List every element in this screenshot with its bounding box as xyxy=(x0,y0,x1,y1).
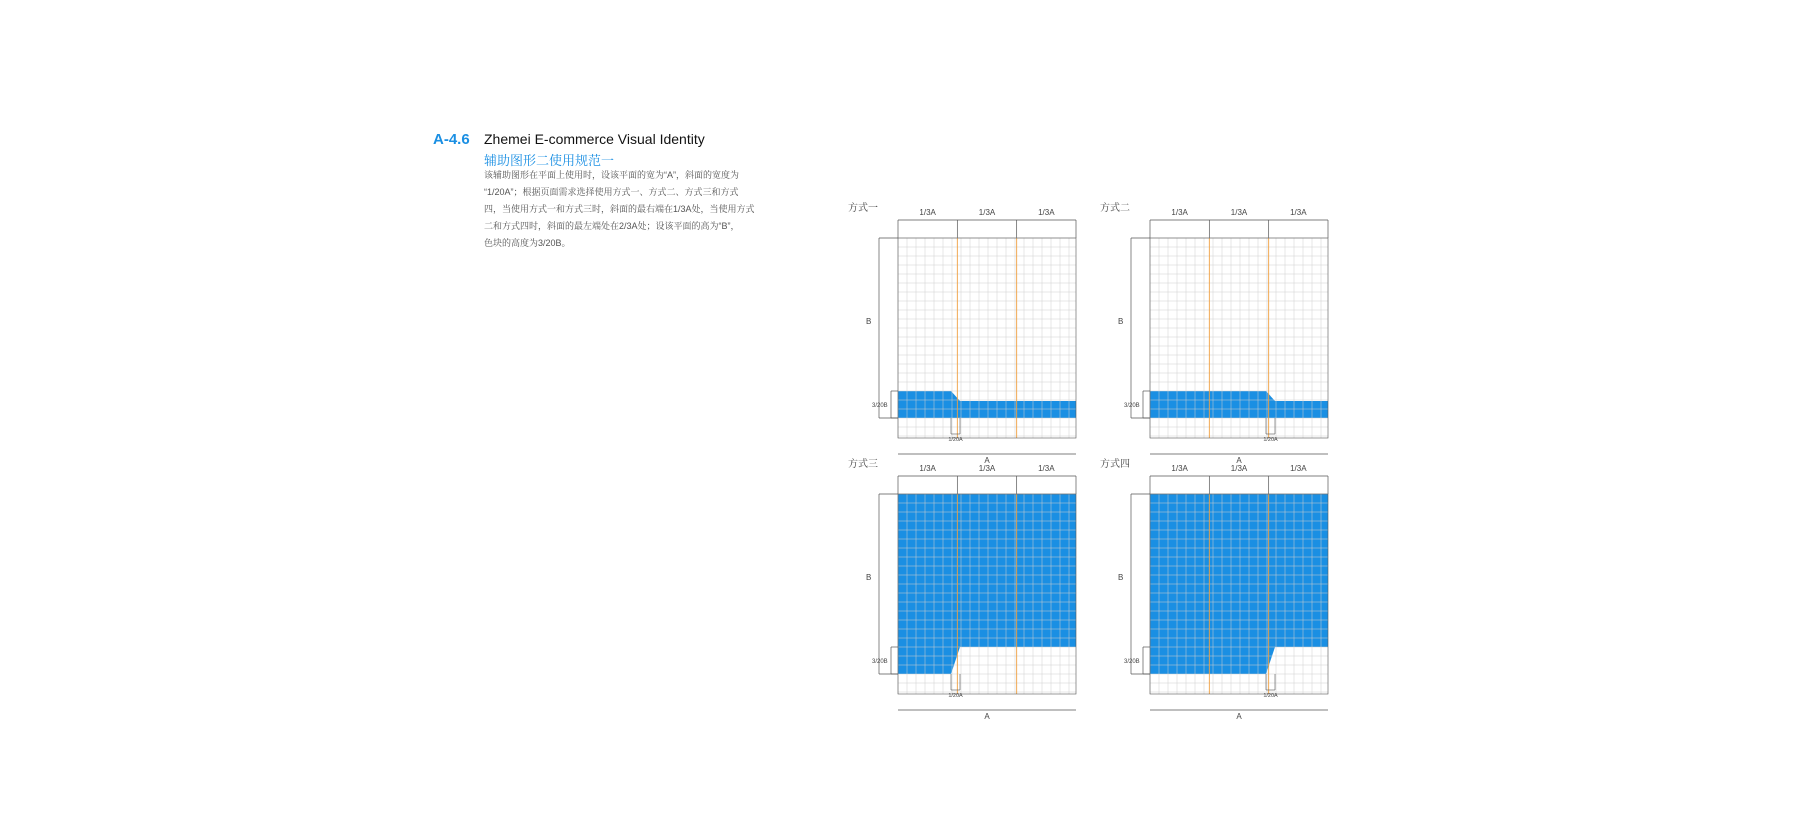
height-label: B xyxy=(1118,317,1124,326)
third-label: 1/3A xyxy=(1230,208,1248,217)
description-text xyxy=(484,167,784,252)
diagram-name: 方式四 xyxy=(1100,459,1130,470)
third-label: 1/3A xyxy=(1171,208,1188,217)
slope-label: 1/20A xyxy=(948,693,963,699)
third-label: 1/3A xyxy=(919,464,936,473)
diagram-mode-three xyxy=(846,458,1076,721)
page-title: Zhemei E-commerce Visual Identity xyxy=(484,131,705,147)
band-label: 3/20B xyxy=(872,659,888,665)
third-label: 1/3A xyxy=(978,208,996,217)
description-line: 二和方式四时，斜面的最左端处在2/3A处；设该平面的高为“B”， xyxy=(484,221,740,231)
diagram-mode-four xyxy=(1098,458,1328,721)
width-label: A xyxy=(1236,712,1242,721)
height-label: B xyxy=(1118,573,1124,582)
third-label: 1/3A xyxy=(1230,464,1248,473)
band-label: 3/20B xyxy=(1124,403,1140,409)
section-code: A-4.6 xyxy=(433,131,470,148)
band-label: 3/20B xyxy=(1124,659,1140,665)
third-label: 1/3A xyxy=(1290,208,1307,217)
height-label: B xyxy=(866,317,872,326)
slope-label: 1/20A xyxy=(1263,437,1278,443)
diagram-name: 方式一 xyxy=(848,203,878,214)
third-label: 1/3A xyxy=(1290,464,1307,473)
description-line: 四，当使用方式一和方式三时，斜面的最右端在1/3A处，当使用方式 xyxy=(484,204,755,214)
slope-label: 1/20A xyxy=(948,437,963,443)
slope-label: 1/20A xyxy=(1263,693,1278,699)
height-label: B xyxy=(866,573,872,582)
page-subtitle: 辅助图形二使用规范一 xyxy=(484,153,615,168)
width-label: A xyxy=(1236,456,1242,465)
third-label: 1/3A xyxy=(978,464,996,473)
width-label: A xyxy=(984,712,990,721)
diagram-name: 方式三 xyxy=(848,459,878,470)
description-line: “1/20A”；根据页面需求选择使用方式一、方式二、方式三和方式 xyxy=(484,187,739,197)
width-label: A xyxy=(984,456,990,465)
band-label: 3/20B xyxy=(872,403,888,409)
third-label: 1/3A xyxy=(919,208,936,217)
third-label: 1/3A xyxy=(1038,208,1055,217)
third-label: 1/3A xyxy=(1038,464,1055,473)
diagram-name: 方式二 xyxy=(1100,203,1130,214)
third-label: 1/3A xyxy=(1171,464,1188,473)
description-line: 色块的高度为3/20B。 xyxy=(484,238,571,248)
description-line: 该辅助图形在平面上使用时，设该平面的宽为“A”，斜面的宽度为 xyxy=(484,170,739,180)
